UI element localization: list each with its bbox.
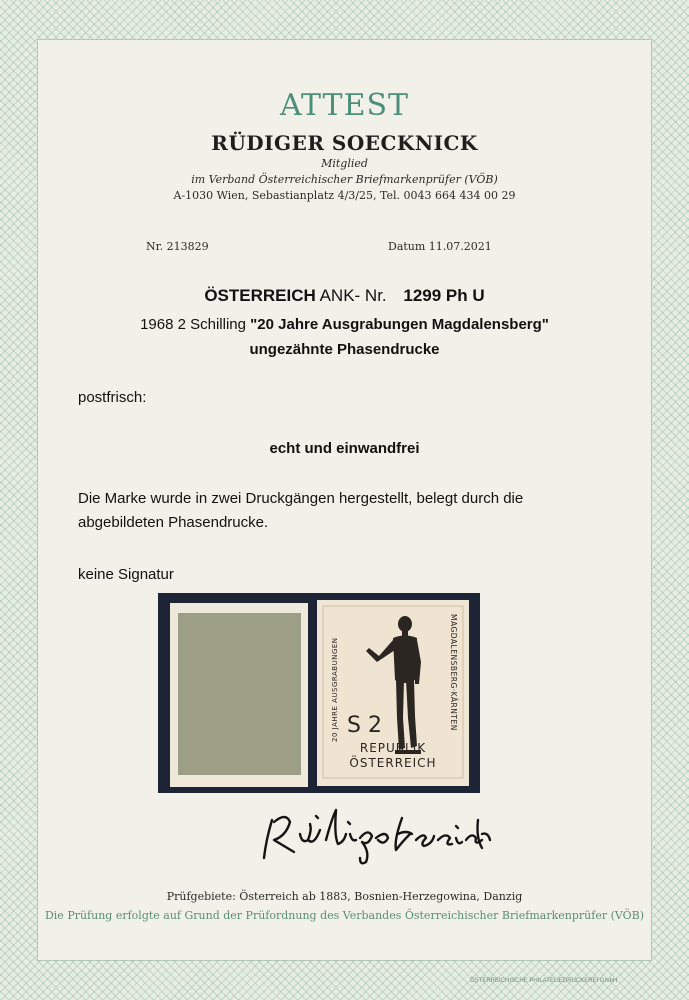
association-line: im Verband Österreichischer Briefmarkenprüfer (VÖB) xyxy=(191,173,498,186)
item-variant: ungezähnte Phasendrucke xyxy=(249,341,440,358)
stamp-country-line-1: REPUBLIK xyxy=(359,741,427,755)
examiner-name: RÜDIGER SOECKNICK xyxy=(211,131,478,155)
address-line: A-1030 Wien, Sebastianplatz 4/3/25, Tel. 0043 664 434 00 29 xyxy=(173,189,516,202)
certificate-title: ATTEST xyxy=(279,88,410,123)
item-catalog-label: ANK- Nr. xyxy=(319,286,387,305)
footer-basis: Die Prüfung erfolgte auf Grund der Prüfordnung des Verbandes Österreichischer Briefmarkenprüfer (VÖB) xyxy=(44,909,645,922)
item-catalog-number: 1299 Ph U xyxy=(403,286,485,305)
verdict: echt und einwandfrei xyxy=(269,440,420,457)
item-heading xyxy=(0,286,689,306)
printer-imprint: ÖSTERREICHISCHE PHILATELIEDRUCKEREI GmbH xyxy=(470,978,618,984)
item-year-value: 1968 2 Schilling xyxy=(140,316,246,333)
remark-line-1: Die Marke wurde in zwei Druckgängen hergestellt, belegt durch die xyxy=(78,490,524,507)
remark-line-2: abgebildeten Phasendrucke. xyxy=(78,514,269,531)
certificate-number: Nr. 213829 xyxy=(146,240,209,253)
stamp-value: S 2 xyxy=(347,713,382,738)
signature-note: keine Signatur xyxy=(78,566,174,583)
stamp-country-line-2: ÖSTERREICH xyxy=(349,756,437,770)
handwritten-signature xyxy=(256,800,496,870)
footer-scope: Prüfgebiete: Österreich ab 1883, Bosnien-Herzegowina, Danzig xyxy=(166,890,523,903)
stamp-side-text-left: 20 JAHRE AUSGRABUNGEN xyxy=(331,637,339,742)
membership-label: Mitglied xyxy=(321,157,368,170)
item-description xyxy=(0,316,689,333)
condition-label: postfrisch: xyxy=(78,389,147,406)
item-stamp-title: "20 Jahre Ausgrabungen Magdalensberg" xyxy=(250,316,549,333)
statue-of-youth-icon xyxy=(317,600,469,786)
certificate-date: Datum 11.07.2021 xyxy=(388,240,492,253)
stamp-phase-print-1-color xyxy=(178,613,301,775)
item-country: ÖSTERREICH xyxy=(204,286,316,305)
stamp-side-text-right: MAGDALENSBERG·KÄRNTEN xyxy=(449,614,458,731)
